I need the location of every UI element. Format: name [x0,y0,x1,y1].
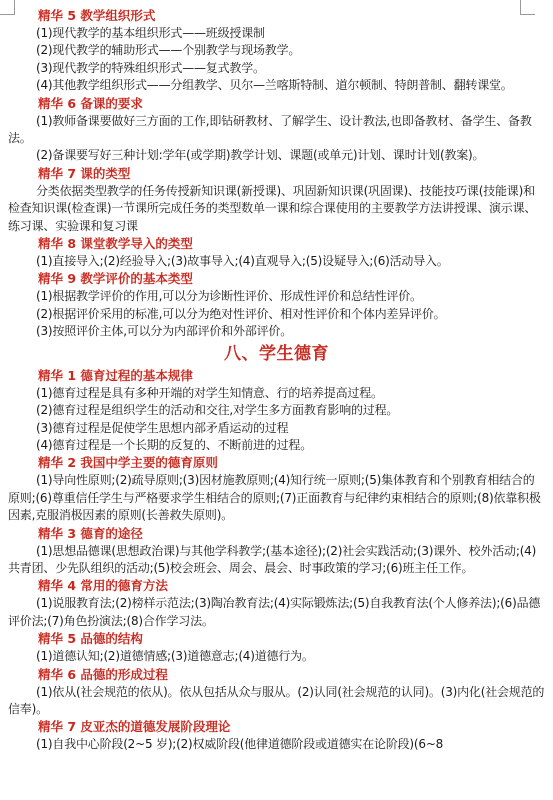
paragraph: (1)道德认知;(2)道德情感;(3)道德意志;(4)道德行为。 [36,649,314,664]
paragraph: (4)其他教学组织形式——分组教学、贝尔—兰喀斯特制、道尔顿制、特朗普制、翻转课堂。 [36,78,513,93]
paragraph: (1)教师备课要做好三方面的工作,即钻研教材、了解学生、设计教法,也即备教材、备学生、备教法。 [8,113,532,146]
section-heading: 精华 5 品德的结构 [38,631,143,647]
paragraph: (1)说服教育法;(2)榜样示范法;(3)陶冶教育法;(4)实际锻炼法;(5)自我教育法(个人修养法);(6)品德评价法;(7)角色扮演法;(8)合作学习法。 [8,596,541,628]
paragraph: (1)自我中心阶段(2~5 岁);(2)权威阶段(他律道德阶段或道德实在论阶段)(6~8 [36,737,444,752]
paragraph: (2)德育过程是组织学生的活动和交往,对学生多方面教育影响的过程。 [36,403,399,418]
paragraph: (4)德育过程是一个长期的反复的、不断前进的过程。 [36,437,313,452]
chapter-title: 八、学生德育 [224,343,329,364]
paragraph: (1)德育过程是具有多种开端的对学生知情意、行的培养提高过程。 [36,385,383,400]
section-heading: 精华 5 教学组织形式 [38,8,156,23]
paragraph: (1)依从(社会规范的依从)。依从包括从众与服从。(2)认同(社会规范的认同)。(3)内化(社会规范的信奉)。 [8,684,545,716]
section-heading: 精华 1 德育过程的基本规律 [38,367,193,383]
paragraph: (1)根据教学评价的作用,可以分为诊断性评价、形成性评价和总结性评价。 [36,289,422,304]
paragraph: 分类依据类型教学的任务传授新知识课(新授课)、巩固新知识课(巩固课)、技能技巧课(技能课)和检查知识课(检查课)一节课所完成任务的类型数单一课和综合课使用的主要教学方法讲授课、演示课、练习课、实验课和复习课 [8,183,537,233]
section-heading: 精华 2 我国中学主要的德育原则 [38,455,218,471]
paragraph: (3)德育过程是促使学生思想内部矛盾运动的过程 [36,420,289,435]
paragraph: (1)思想品德课(思想政治课)与其他学科教学;(基本途径);(2)社会实践活动;(3)课外、校外活动;(4)共青团、少先队组织的活动;(5)校会班会、周会、晨会、时事政策的学习;(6)班主任工作。 [8,543,537,575]
paragraph: (3)按照评价主体,可以分为内部评价和外部评价。 [36,324,293,339]
paragraph: (1)导向性原则;(2)疏导原则;(3)因材施教原则;(4)知行统一原则;(5)集体教育和个别教育相结合的原则;(6)尊重信任学生与严格要求学生相结合的原则;(7)正面教育与纪律约束相结合的原则;(8)依靠积极因素,克服消极因素的原则(长善救失原则)。 [8,473,541,523]
paragraph: (1)现代教学的基本组织形式——班级授课制 [36,26,265,40]
section-heading: 精华 3 德育的途径 [38,525,143,541]
paragraph: (1)直接导入;(2)经验导入;(3)故事导入;(4)直观导入;(5)设疑导入;(6)活动导入。 [36,254,449,269]
paragraph: (2)现代教学的辅助形式——个别教学与现场教学。 [36,43,301,58]
paragraph: (3)现代教学的特殊组织形式——复式教学。 [36,60,265,75]
document-page [8,7,545,754]
section-heading: 精华 8 课堂教学导入的类型 [38,236,193,252]
paragraph: (2)根据评价采用的标准,可以分为绝对性评价、相对性评价和个体内差异评价。 [36,306,446,321]
section-heading: 精华 6 品德的形成过程 [38,666,168,682]
section-heading: 精华 7 皮亚杰的道德发展阶段理论 [38,719,231,735]
section-heading: 精华 4 常用的德育方法 [38,578,168,594]
section-heading: 精华 7 课的类型 [38,165,131,181]
section-heading: 精华 6 备课的要求 [38,95,143,111]
paragraph: (2)备课要写好三种计划:学年(或学期)教学计划、课题(或单元)计划、课时计划(教案)。 [36,148,485,163]
section-heading: 精华 9 教学评价的基本类型 [38,271,193,287]
